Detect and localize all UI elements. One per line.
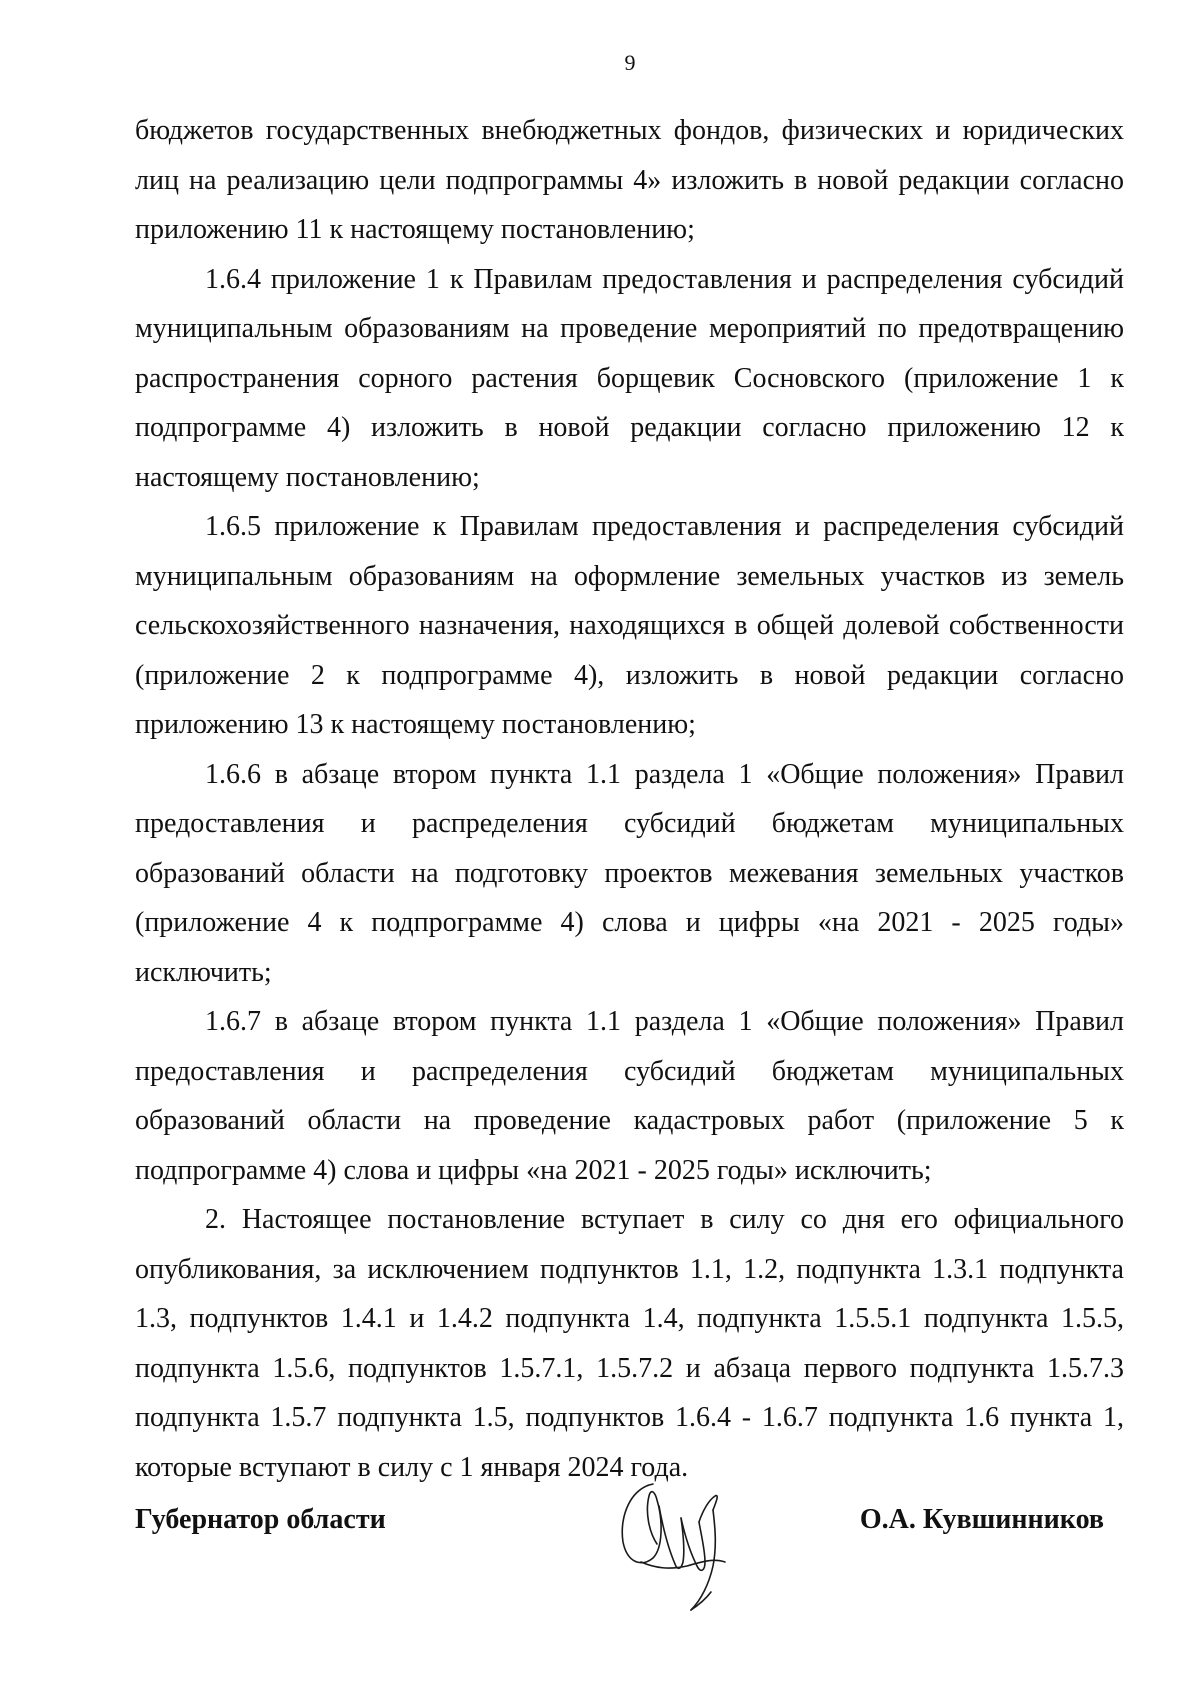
signature-block: [135, 1482, 1124, 1642]
paragraph-1-6-5: 1.6.5 приложение к Правилам предоставления и распределения субсидий муниципальным образованиям на оформление земельных участков из земель сельскохозяйственного назначения, находящихся в общей долевой собственности (приложение 2 к подпрограмме 4), изложить в новой редакции согласно приложению 13 к настоящему постановлению;: [135, 511, 1124, 740]
signatory-name: О.А. Кувшинников: [859, 1504, 1104, 1535]
paragraph-2-effective-date: 2. Настоящее постановление вступает в силу со дня его официального опубликования, за исключением подпунктов 1.1, 1.2, подпункта 1.3.1 подпункта 1.3, подпунктов 1.4.1 и 1.4.2 подпункта 1.4, подпункта 1.5.5.1 подпункта 1.5.5, подпункта 1.5.6, подпунктов 1.5.7.1, 1.5.7.2 и абзаца первого подпункта 1.5.7.3 подпункта 1.5.7 подпункта 1.5, подпунктов 1.6.4 - 1.6.7 подпункта 1.6 пункта 1, которые вступают в силу с 1 января 2024 года.: [135, 1204, 1124, 1483]
paragraph-1-6-4: 1.6.4 приложение 1 к Правилам предоставления и распределения субсидий муниципальным образованиям на проведение мероприятий по предотвращению распространения сорного растения борщевик Сосновского (приложение 1 к подпрограмме 4) изложить в новой редакции согласно приложению 12 к настоящему постановлению;: [135, 263, 1124, 493]
paragraph-1-6-6: 1.6.6 в абзаце втором пункта 1.1 раздела 1 «Общие положения» Правил предоставления и распределения субсидий бюджетам муниципальных образований области на подготовку проектов межевания земельных участков (приложение 4 к подпрограмме 4) слова и цифры «на 2021 - 2025 годы» исключить;: [135, 758, 1124, 988]
document-body: [135, 106, 1124, 1492]
page-number: 9: [624, 50, 636, 75]
paragraph-1-6-7: 1.6.7 в абзаце втором пункта 1.1 раздела 1 «Общие положения» Правил предоставления и распределения субсидий бюджетам муниципальных образований области на проведение кадастровых работ (приложение 5 к подпрограмме 4) слова и цифры «на 2021 - 2025 годы» исключить;: [135, 1006, 1124, 1186]
signatory-position: Губернатор области: [135, 1504, 386, 1535]
handwritten-signature: [605, 1470, 755, 1620]
paragraph-continuation: бюджетов государственных внебюджетных фондов, физических и юридических лиц на реализацию цели подпрограммы 4» изложить в новой редакции согласно приложению 11 к настоящему постановлению;: [135, 115, 1124, 245]
